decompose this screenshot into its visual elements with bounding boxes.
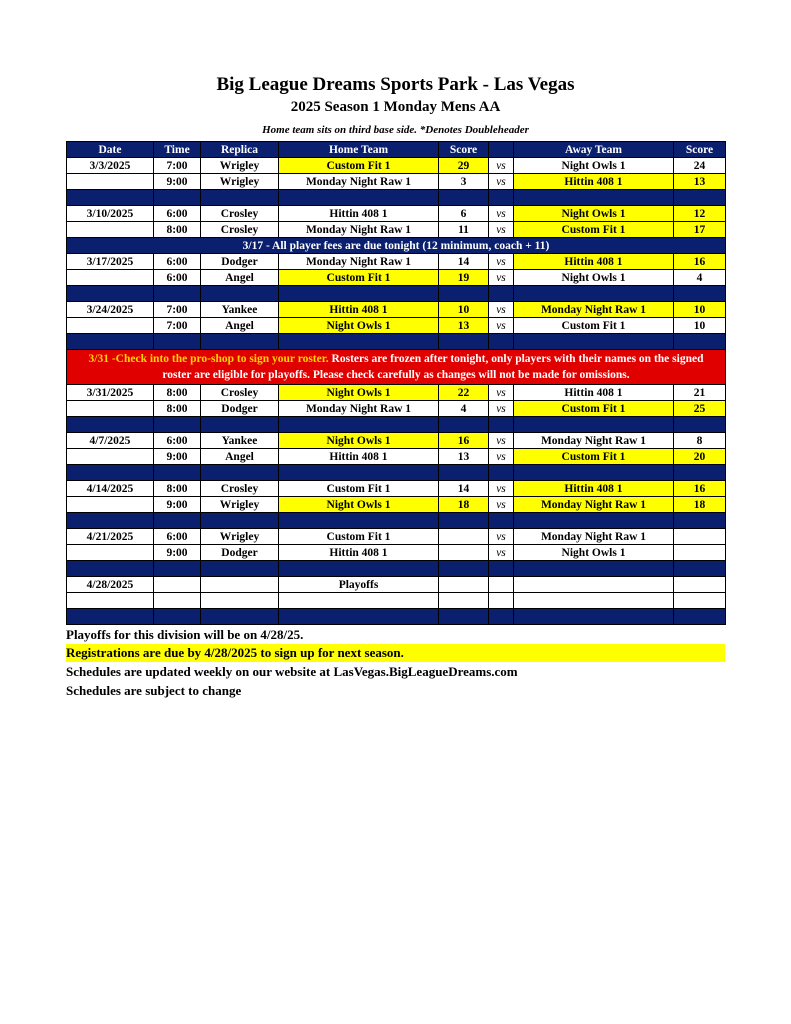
spacer-cell bbox=[489, 609, 514, 625]
field-replica: Wrigley bbox=[201, 158, 279, 174]
away-team: Night Owls 1 bbox=[514, 545, 674, 561]
column-header-away-team: Away Team bbox=[514, 142, 674, 158]
spacer-cell bbox=[489, 334, 514, 350]
field-replica: Yankee bbox=[201, 433, 279, 449]
spacer-row bbox=[67, 609, 726, 625]
away-score: 18 bbox=[674, 497, 726, 513]
game-date bbox=[67, 545, 154, 561]
home-score bbox=[439, 545, 489, 561]
game-row bbox=[67, 593, 726, 609]
spacer-cell bbox=[439, 190, 489, 206]
home-team: Monday Night Raw 1 bbox=[279, 174, 439, 190]
home-score: 14 bbox=[439, 254, 489, 270]
table-header-row bbox=[67, 142, 726, 158]
game-row bbox=[67, 433, 726, 449]
spacer-cell bbox=[154, 513, 201, 529]
spacer-cell bbox=[67, 334, 154, 350]
away-team: Hittin 408 1 bbox=[514, 481, 674, 497]
away-team: Custom Fit 1 bbox=[514, 449, 674, 465]
home-team: Hittin 408 1 bbox=[279, 302, 439, 318]
spacer-cell bbox=[489, 561, 514, 577]
away-team: Custom Fit 1 bbox=[514, 401, 674, 417]
spacer-cell bbox=[674, 465, 726, 481]
home-team: Monday Night Raw 1 bbox=[279, 254, 439, 270]
spacer-cell bbox=[514, 190, 674, 206]
game-date bbox=[67, 174, 154, 190]
away-score: 21 bbox=[674, 385, 726, 401]
schedule-table bbox=[66, 141, 726, 625]
spacer-cell bbox=[514, 561, 674, 577]
game-date bbox=[67, 270, 154, 286]
game-time: 8:00 bbox=[154, 385, 201, 401]
game-time: 6:00 bbox=[154, 254, 201, 270]
home-score: 22 bbox=[439, 385, 489, 401]
home-score: 13 bbox=[439, 449, 489, 465]
versus-label: vs bbox=[489, 270, 514, 286]
field-replica: Dodger bbox=[201, 401, 279, 417]
spacer-cell bbox=[201, 561, 279, 577]
home-team: Custom Fit 1 bbox=[279, 158, 439, 174]
game-time: 8:00 bbox=[154, 481, 201, 497]
spacer-row bbox=[67, 561, 726, 577]
away-score: 16 bbox=[674, 481, 726, 497]
field-replica bbox=[201, 577, 279, 593]
spacer-cell bbox=[674, 417, 726, 433]
home-team: Night Owls 1 bbox=[279, 318, 439, 334]
versus-label: vs bbox=[489, 174, 514, 190]
game-time: 9:00 bbox=[154, 497, 201, 513]
home-score: 3 bbox=[439, 174, 489, 190]
away-team: Monday Night Raw 1 bbox=[514, 497, 674, 513]
column-header-vs bbox=[489, 142, 514, 158]
game-date bbox=[67, 449, 154, 465]
page-title: Big League Dreams Sports Park - Las Vegas bbox=[216, 74, 575, 95]
game-time: 7:00 bbox=[154, 318, 201, 334]
away-score: 8 bbox=[674, 433, 726, 449]
home-score: 29 bbox=[439, 158, 489, 174]
field-replica: Wrigley bbox=[201, 529, 279, 545]
away-team: Night Owls 1 bbox=[514, 158, 674, 174]
away-team: Custom Fit 1 bbox=[514, 222, 674, 238]
spacer-cell bbox=[514, 609, 674, 625]
game-time: 8:00 bbox=[154, 401, 201, 417]
spacer-cell bbox=[154, 465, 201, 481]
game-time: 9:00 bbox=[154, 174, 201, 190]
spacer-cell bbox=[674, 561, 726, 577]
page-subtitle: 2025 Season 1 Monday Mens AA bbox=[290, 99, 501, 115]
game-row bbox=[67, 302, 726, 318]
spacer-cell bbox=[514, 334, 674, 350]
versus-label: vs bbox=[489, 206, 514, 222]
spacer-cell bbox=[279, 417, 439, 433]
game-date bbox=[67, 497, 154, 513]
spacer-cell bbox=[439, 609, 489, 625]
game-row bbox=[67, 577, 726, 593]
column-header-replica: Replica bbox=[201, 142, 279, 158]
game-date: 3/31/2025 bbox=[67, 385, 154, 401]
column-header-away-score: Score bbox=[674, 142, 726, 158]
field-replica: Angel bbox=[201, 270, 279, 286]
game-time bbox=[154, 593, 201, 609]
game-time: 9:00 bbox=[154, 545, 201, 561]
away-team: Night Owls 1 bbox=[514, 270, 674, 286]
away-team bbox=[514, 593, 674, 609]
home-team: Night Owls 1 bbox=[279, 497, 439, 513]
versus-label: vs bbox=[489, 433, 514, 449]
spacer-cell bbox=[514, 465, 674, 481]
home-score: 4 bbox=[439, 401, 489, 417]
field-replica: Yankee bbox=[201, 302, 279, 318]
versus-label: vs bbox=[489, 385, 514, 401]
spacer-cell bbox=[279, 513, 439, 529]
spacer-cell bbox=[279, 190, 439, 206]
field-replica: Crosley bbox=[201, 385, 279, 401]
versus-label: vs bbox=[489, 318, 514, 334]
spacer-cell bbox=[201, 465, 279, 481]
away-score: 4 bbox=[674, 270, 726, 286]
home-team: Custom Fit 1 bbox=[279, 270, 439, 286]
spacer-cell bbox=[489, 286, 514, 302]
spacer-cell bbox=[154, 334, 201, 350]
game-date bbox=[67, 222, 154, 238]
versus-label: vs bbox=[489, 529, 514, 545]
field-replica: Dodger bbox=[201, 254, 279, 270]
away-score: 20 bbox=[674, 449, 726, 465]
spacer-cell bbox=[489, 417, 514, 433]
spacer-row bbox=[67, 417, 726, 433]
field-replica: Dodger bbox=[201, 545, 279, 561]
column-header-home-score: Score bbox=[439, 142, 489, 158]
home-team: Custom Fit 1 bbox=[279, 529, 439, 545]
game-time: 6:00 bbox=[154, 206, 201, 222]
home-team: Playoffs bbox=[279, 577, 439, 593]
game-row bbox=[67, 254, 726, 270]
spacer-cell bbox=[67, 561, 154, 577]
spacer-cell bbox=[514, 417, 674, 433]
versus-label: vs bbox=[489, 481, 514, 497]
away-score: 13 bbox=[674, 174, 726, 190]
game-row bbox=[67, 318, 726, 334]
column-header-time: Time bbox=[154, 142, 201, 158]
spacer-cell bbox=[674, 513, 726, 529]
spacer-cell bbox=[439, 513, 489, 529]
away-team: Hittin 408 1 bbox=[514, 385, 674, 401]
game-row bbox=[67, 158, 726, 174]
column-header-date: Date bbox=[67, 142, 154, 158]
schedule-body bbox=[67, 158, 726, 625]
away-team: Monday Night Raw 1 bbox=[514, 433, 674, 449]
spacer-cell bbox=[201, 513, 279, 529]
game-time: 8:00 bbox=[154, 222, 201, 238]
spacer-row bbox=[67, 190, 726, 206]
versus-label bbox=[489, 577, 514, 593]
away-team: Hittin 408 1 bbox=[514, 254, 674, 270]
field-replica: Angel bbox=[201, 449, 279, 465]
away-score: 10 bbox=[674, 302, 726, 318]
away-team: Hittin 408 1 bbox=[514, 174, 674, 190]
game-row bbox=[67, 270, 726, 286]
spacer-cell bbox=[201, 286, 279, 302]
playoffs-note: Playoffs for this division will be on 4/28/25. bbox=[66, 627, 304, 642]
game-time: 6:00 bbox=[154, 433, 201, 449]
spacer-cell bbox=[514, 513, 674, 529]
away-score bbox=[674, 545, 726, 561]
away-score: 17 bbox=[674, 222, 726, 238]
home-score: 11 bbox=[439, 222, 489, 238]
spacer-cell bbox=[67, 513, 154, 529]
spacer-cell bbox=[201, 334, 279, 350]
spacer-cell bbox=[67, 609, 154, 625]
away-score: 25 bbox=[674, 401, 726, 417]
announcement-row bbox=[67, 238, 726, 254]
spacer-row bbox=[67, 465, 726, 481]
spacer-cell bbox=[439, 465, 489, 481]
announcement-text: 3/17 - All player fees are due tonight (12 minimum, coach + 11) bbox=[67, 238, 726, 254]
spacer-row bbox=[67, 513, 726, 529]
field-replica: Wrigley bbox=[201, 497, 279, 513]
spacer-cell bbox=[279, 286, 439, 302]
game-row bbox=[67, 222, 726, 238]
website-note: Schedules are updated weekly on our website at LasVegas.BigLeagueDreams.com bbox=[66, 664, 518, 679]
versus-label: vs bbox=[489, 222, 514, 238]
game-date: 4/28/2025 bbox=[67, 577, 154, 593]
versus-label: vs bbox=[489, 497, 514, 513]
spacer-cell bbox=[201, 190, 279, 206]
versus-label bbox=[489, 593, 514, 609]
game-row bbox=[67, 481, 726, 497]
game-time: 6:00 bbox=[154, 270, 201, 286]
game-row bbox=[67, 206, 726, 222]
game-date: 4/14/2025 bbox=[67, 481, 154, 497]
spacer-cell bbox=[201, 417, 279, 433]
away-team: Monday Night Raw 1 bbox=[514, 529, 674, 545]
spacer-cell bbox=[439, 417, 489, 433]
spacer-cell bbox=[67, 417, 154, 433]
home-team: Monday Night Raw 1 bbox=[279, 222, 439, 238]
spacer-cell bbox=[674, 286, 726, 302]
game-row bbox=[67, 385, 726, 401]
spacer-cell bbox=[154, 561, 201, 577]
game-time bbox=[154, 577, 201, 593]
spacer-cell bbox=[154, 286, 201, 302]
home-team: Night Owls 1 bbox=[279, 385, 439, 401]
game-date: 3/17/2025 bbox=[67, 254, 154, 270]
spacer-cell bbox=[489, 190, 514, 206]
spacer-cell bbox=[154, 609, 201, 625]
home-score: 6 bbox=[439, 206, 489, 222]
game-date bbox=[67, 401, 154, 417]
away-score: 16 bbox=[674, 254, 726, 270]
spacer-cell bbox=[674, 334, 726, 350]
versus-label: vs bbox=[489, 545, 514, 561]
away-score: 10 bbox=[674, 318, 726, 334]
spacer-cell bbox=[674, 609, 726, 625]
home-team bbox=[279, 593, 439, 609]
game-date bbox=[67, 593, 154, 609]
away-team bbox=[514, 577, 674, 593]
versus-label: vs bbox=[489, 302, 514, 318]
field-replica: Crosley bbox=[201, 206, 279, 222]
home-team: Monday Night Raw 1 bbox=[279, 401, 439, 417]
home-score: 16 bbox=[439, 433, 489, 449]
game-time: 7:00 bbox=[154, 158, 201, 174]
home-score: 14 bbox=[439, 481, 489, 497]
versus-label: vs bbox=[489, 449, 514, 465]
away-score bbox=[674, 593, 726, 609]
game-date: 4/7/2025 bbox=[67, 433, 154, 449]
home-team: Custom Fit 1 bbox=[279, 481, 439, 497]
spacer-cell bbox=[439, 561, 489, 577]
home-score bbox=[439, 577, 489, 593]
roster-notice-row bbox=[67, 350, 726, 385]
spacer-cell bbox=[489, 513, 514, 529]
game-row bbox=[67, 497, 726, 513]
game-time: 6:00 bbox=[154, 529, 201, 545]
game-row bbox=[67, 401, 726, 417]
game-time: 7:00 bbox=[154, 302, 201, 318]
field-replica: Crosley bbox=[201, 481, 279, 497]
home-score: 19 bbox=[439, 270, 489, 286]
home-score: 13 bbox=[439, 318, 489, 334]
game-row bbox=[67, 545, 726, 561]
away-team: Monday Night Raw 1 bbox=[514, 302, 674, 318]
roster-notice bbox=[67, 350, 726, 385]
field-replica: Angel bbox=[201, 318, 279, 334]
spacer-cell bbox=[154, 190, 201, 206]
spacer-cell bbox=[279, 609, 439, 625]
versus-label: vs bbox=[489, 401, 514, 417]
spacer-cell bbox=[67, 465, 154, 481]
spacer-cell bbox=[439, 286, 489, 302]
away-team: Night Owls 1 bbox=[514, 206, 674, 222]
game-row bbox=[67, 449, 726, 465]
game-date: 4/21/2025 bbox=[67, 529, 154, 545]
home-team: Hittin 408 1 bbox=[279, 206, 439, 222]
column-header-home-team: Home Team bbox=[279, 142, 439, 158]
home-team: Night Owls 1 bbox=[279, 433, 439, 449]
spacer-row bbox=[67, 334, 726, 350]
away-score bbox=[674, 577, 726, 593]
spacer-cell bbox=[439, 334, 489, 350]
game-date: 3/10/2025 bbox=[67, 206, 154, 222]
schedule-change-note: Schedules are subject to change bbox=[66, 683, 242, 698]
game-date bbox=[67, 318, 154, 334]
spacer-cell bbox=[514, 286, 674, 302]
field-replica: Wrigley bbox=[201, 174, 279, 190]
spacer-cell bbox=[674, 190, 726, 206]
away-score bbox=[674, 529, 726, 545]
field-replica: Crosley bbox=[201, 222, 279, 238]
roster-notice-lead: 3/31 -Check into the pro-shop to sign your roster. bbox=[88, 353, 329, 365]
game-time: 9:00 bbox=[154, 449, 201, 465]
spacer-cell bbox=[279, 465, 439, 481]
home-score bbox=[439, 593, 489, 609]
game-date: 3/24/2025 bbox=[67, 302, 154, 318]
game-row bbox=[67, 174, 726, 190]
game-date: 3/3/2025 bbox=[67, 158, 154, 174]
versus-label: vs bbox=[489, 254, 514, 270]
versus-label: vs bbox=[489, 158, 514, 174]
home-team: Hittin 408 1 bbox=[279, 545, 439, 561]
spacer-row bbox=[67, 286, 726, 302]
game-row bbox=[67, 529, 726, 545]
spacer-cell bbox=[489, 465, 514, 481]
spacer-cell bbox=[67, 190, 154, 206]
spacer-cell bbox=[201, 609, 279, 625]
home-score: 10 bbox=[439, 302, 489, 318]
schedule-note: Home team sits on third base side. *Denotes Doubleheader bbox=[262, 124, 529, 136]
away-team: Custom Fit 1 bbox=[514, 318, 674, 334]
spacer-cell bbox=[154, 417, 201, 433]
home-score bbox=[439, 529, 489, 545]
spacer-cell bbox=[279, 334, 439, 350]
home-team: Hittin 408 1 bbox=[279, 449, 439, 465]
spacer-cell bbox=[67, 286, 154, 302]
spacer-cell bbox=[279, 561, 439, 577]
away-score: 12 bbox=[674, 206, 726, 222]
registration-note: Registrations are due by 4/28/2025 to sign up for next season. bbox=[66, 644, 725, 662]
away-score: 24 bbox=[674, 158, 726, 174]
field-replica bbox=[201, 593, 279, 609]
home-score: 18 bbox=[439, 497, 489, 513]
roster-notice-text: Rosters are frozen after tonight, only players with their names on the signed roster are eligible for playoffs. Please check carefully as changes will not be made for omissions. bbox=[162, 353, 704, 381]
